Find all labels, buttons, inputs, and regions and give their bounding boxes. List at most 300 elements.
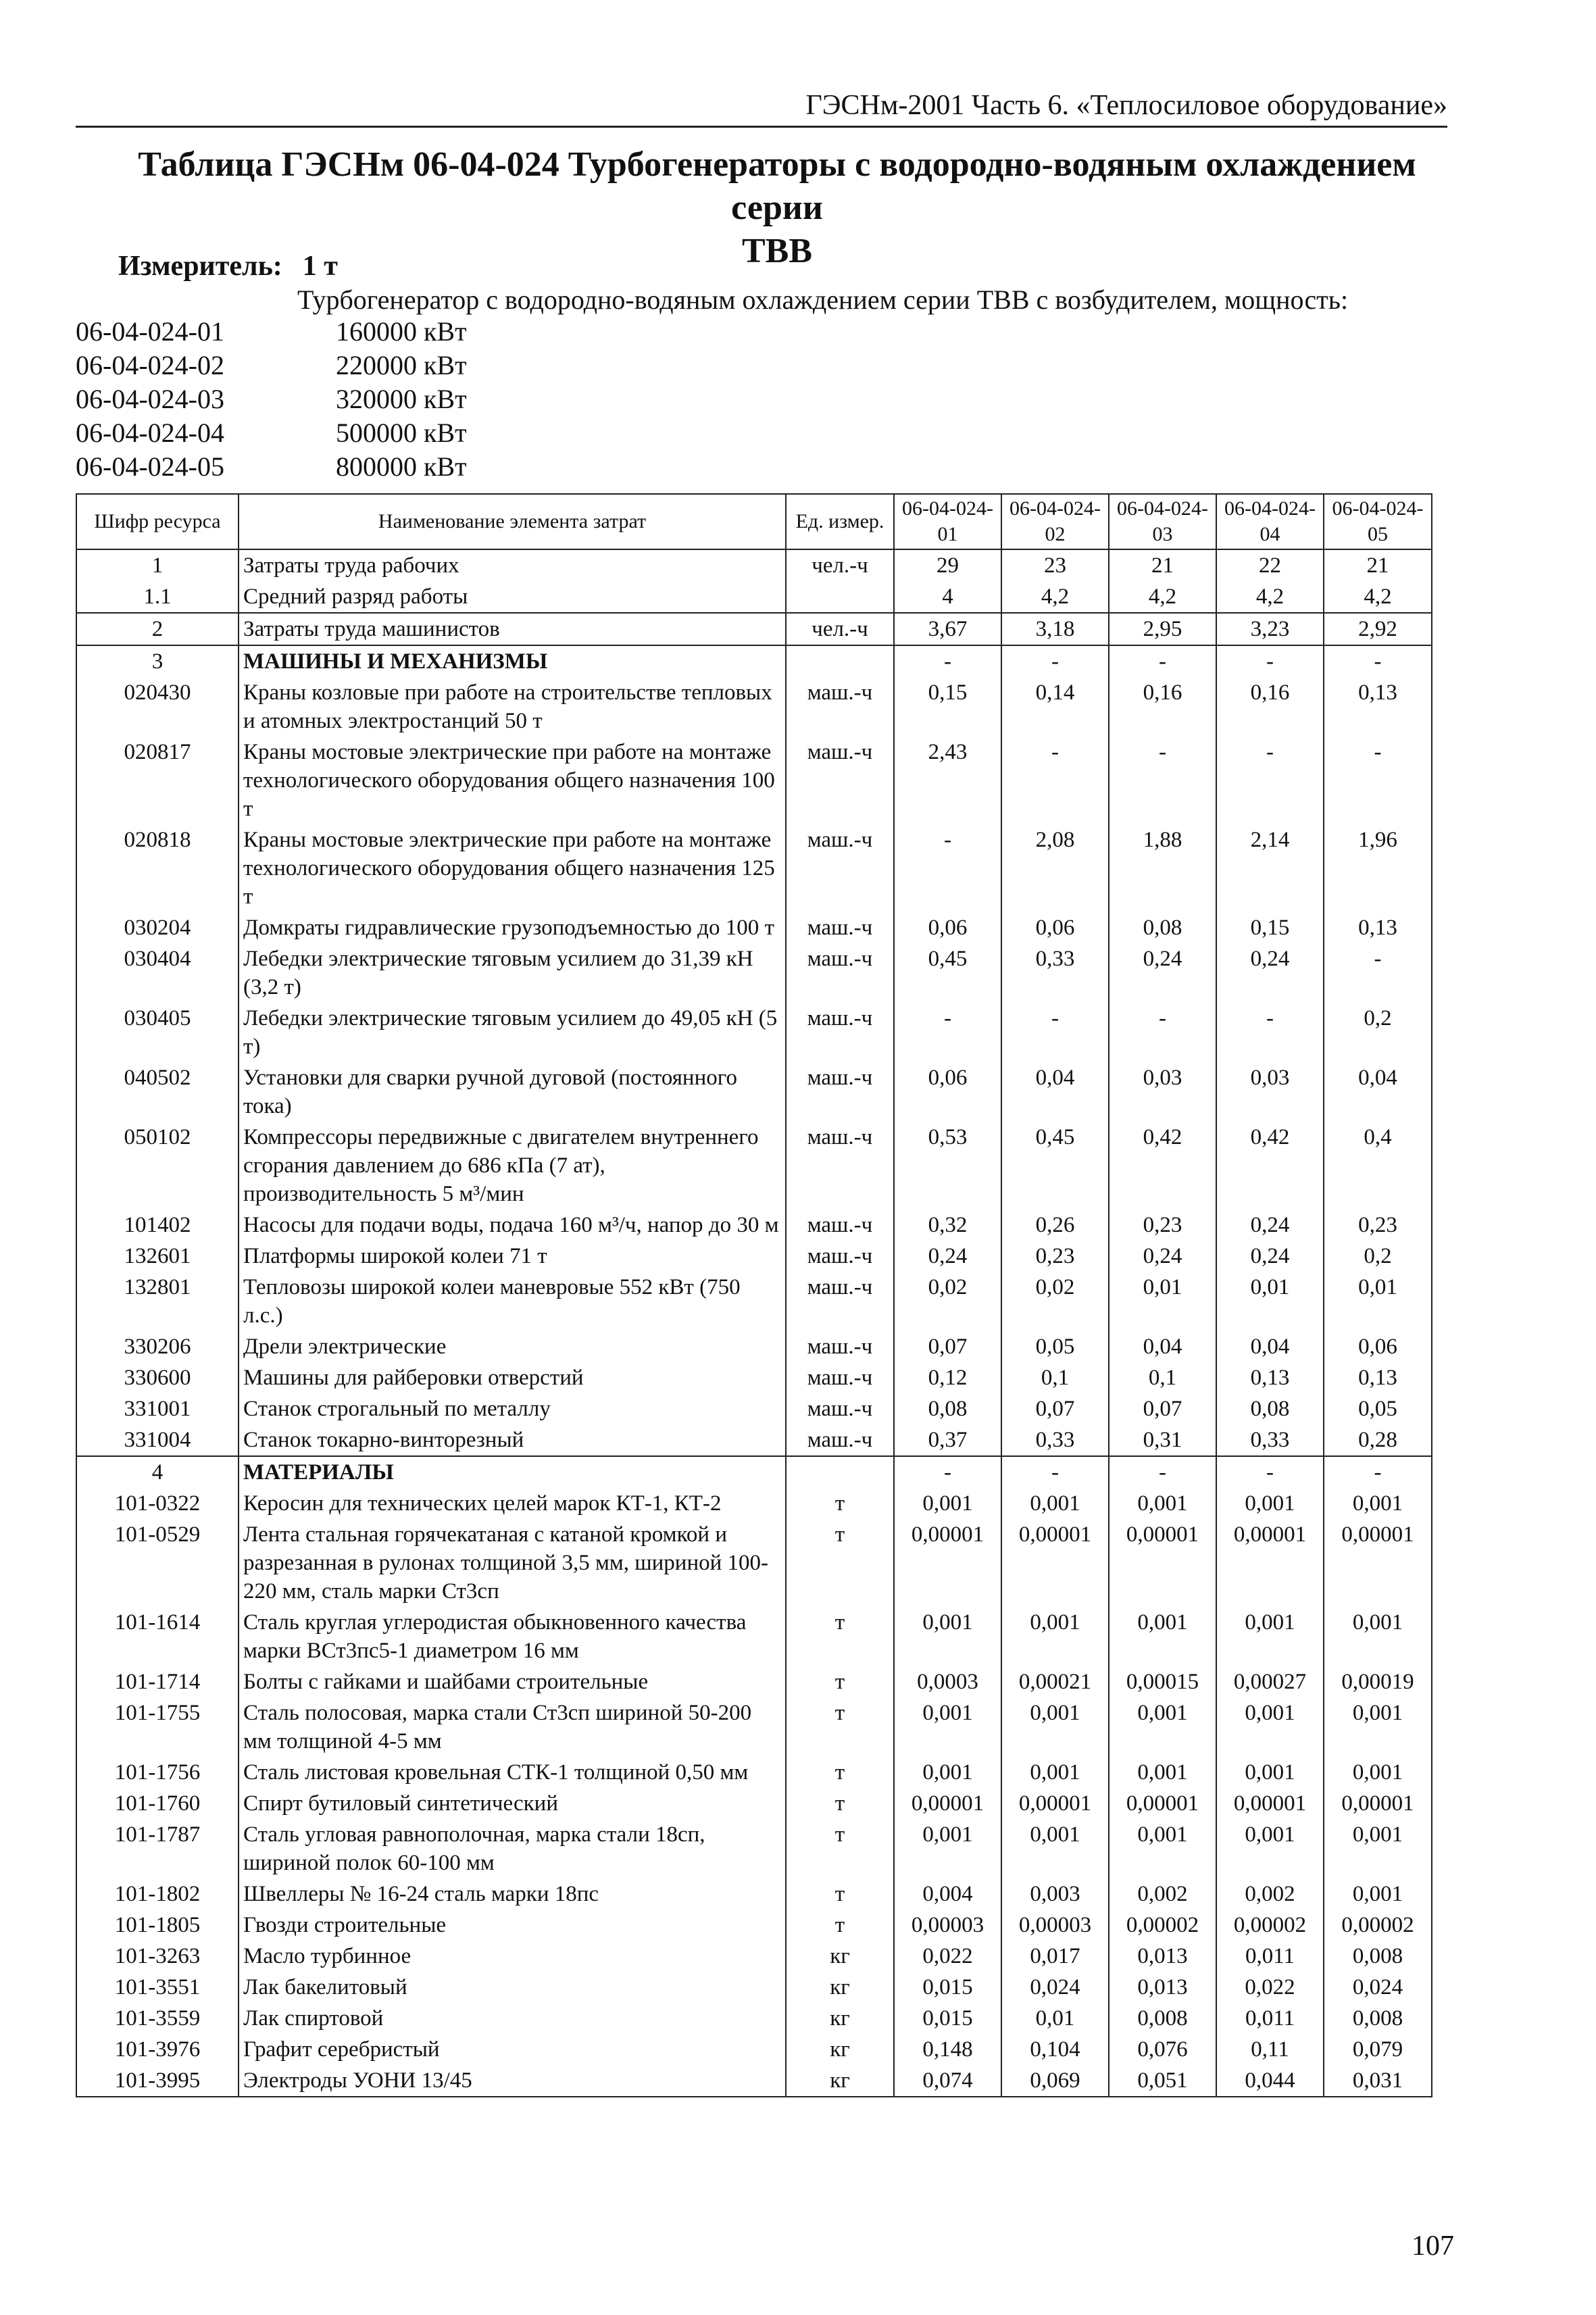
resource-unit: т bbox=[786, 1697, 894, 1757]
resource-value: 0,05 bbox=[1324, 1393, 1432, 1424]
resource-value: 4,2 bbox=[1001, 581, 1109, 613]
resource-value: 0,011 bbox=[1216, 2003, 1324, 2034]
resource-value: 0,00021 bbox=[1001, 1666, 1109, 1697]
resource-table bbox=[76, 493, 1432, 2097]
resource-unit bbox=[786, 1456, 894, 1488]
resource-value: 0,23 bbox=[1109, 1210, 1216, 1241]
resource-name: Затраты труда рабочих bbox=[239, 549, 786, 581]
resource-value: 0,13 bbox=[1216, 1362, 1324, 1393]
resource-value: 0,07 bbox=[1001, 1393, 1109, 1424]
resource-unit: т bbox=[786, 1519, 894, 1607]
resource-value: 0,00003 bbox=[1001, 1910, 1109, 1941]
resource-value: 0,07 bbox=[1109, 1393, 1216, 1424]
resource-unit: маш.-ч bbox=[786, 824, 894, 912]
resource-value: 0,03 bbox=[1109, 1062, 1216, 1122]
resource-name: Графит серебристый bbox=[239, 2034, 786, 2065]
resource-value: - bbox=[1324, 645, 1432, 677]
resource-code: 3 bbox=[76, 645, 239, 677]
resource-value: 0,00001 bbox=[1324, 1519, 1432, 1607]
resource-unit: маш.-ч bbox=[786, 1241, 894, 1272]
resource-value: 0,24 bbox=[1216, 1210, 1324, 1241]
resource-unit: маш.-ч bbox=[786, 1122, 894, 1210]
resource-value: 1,88 bbox=[1109, 824, 1216, 912]
resource-code: 101-0322 bbox=[76, 1488, 239, 1519]
resource-value: 0,013 bbox=[1109, 1941, 1216, 1972]
resource-value: 0,001 bbox=[1324, 1607, 1432, 1666]
resource-value: 0,008 bbox=[1109, 2003, 1216, 2034]
header-name: Наименование элемента затрат bbox=[239, 494, 786, 549]
resource-value: 0,00002 bbox=[1324, 1910, 1432, 1941]
resource-value: 4 bbox=[894, 581, 1001, 613]
table-row bbox=[76, 2003, 1432, 2034]
resource-code: 101-3976 bbox=[76, 2034, 239, 2065]
resource-code: 331001 bbox=[76, 1393, 239, 1424]
resource-value: - bbox=[894, 824, 1001, 912]
resource-value: 0,001 bbox=[1109, 1819, 1216, 1878]
table-row bbox=[76, 677, 1432, 737]
resource-value: 0,00027 bbox=[1216, 1666, 1324, 1697]
resource-value: 0,002 bbox=[1216, 1878, 1324, 1910]
resource-name: Затраты труда машинистов bbox=[239, 613, 786, 645]
resource-value: 0,00001 bbox=[1001, 1788, 1109, 1819]
resource-unit: маш.-ч bbox=[786, 1210, 894, 1241]
resource-value: 2,95 bbox=[1109, 613, 1216, 645]
code: 06-04-024-03 bbox=[76, 384, 224, 414]
resource-value: 0,00002 bbox=[1216, 1910, 1324, 1941]
table-row bbox=[76, 2034, 1432, 2065]
resource-value: 0,13 bbox=[1324, 1362, 1432, 1393]
resource-value: 0,104 bbox=[1001, 2034, 1109, 2065]
code-row bbox=[76, 315, 467, 349]
resource-value: 0,001 bbox=[894, 1819, 1001, 1878]
resource-value: - bbox=[1216, 1003, 1324, 1062]
resource-unit: кг bbox=[786, 1941, 894, 1972]
resource-name: Сталь листовая кровельная СТК-1 толщиной 0,50 мм bbox=[239, 1757, 786, 1788]
resource-code: 4 bbox=[76, 1456, 239, 1488]
resource-code: 101-1805 bbox=[76, 1910, 239, 1941]
resource-value: 0,001 bbox=[1001, 1757, 1109, 1788]
resource-value: 0,013 bbox=[1109, 1972, 1216, 2003]
resource-value: 0,24 bbox=[1109, 1241, 1216, 1272]
resource-value: 0,14 bbox=[1001, 677, 1109, 737]
resource-value: - bbox=[894, 645, 1001, 677]
resource-name: Болты с гайками и шайбами строительные bbox=[239, 1666, 786, 1697]
code: 06-04-024-04 bbox=[76, 418, 224, 448]
header-text: ГЭСНм-2001 Часть 6. «Теплосиловое оборудование» bbox=[805, 90, 1447, 121]
resource-value: 0,00001 bbox=[1109, 1788, 1216, 1819]
resource-name: Платформы широкой колеи 71 т bbox=[239, 1241, 786, 1272]
code-row bbox=[76, 382, 467, 416]
resource-name: Станок строгальный по металлу bbox=[239, 1393, 786, 1424]
resource-name: Электроды УОНИ 13/45 bbox=[239, 2065, 786, 2097]
resource-value: 0,001 bbox=[1324, 1488, 1432, 1519]
table-header-row bbox=[76, 494, 1432, 549]
resource-code: 1 bbox=[76, 549, 239, 581]
resource-name: Краны козловые при работе на строительстве тепловых и атомных электростанций 50 т bbox=[239, 677, 786, 737]
resource-value: - bbox=[1216, 1456, 1324, 1488]
resource-value: 0,015 bbox=[894, 1972, 1001, 2003]
resource-value: 2,92 bbox=[1324, 613, 1432, 645]
resource-value: 0,00001 bbox=[1216, 1519, 1324, 1607]
resource-value: - bbox=[1001, 1003, 1109, 1062]
resource-name: Лента стальная горячекатаная с катаной кромкой и разрезанная в рулонах толщиной 3,5 мм, шириной 100-220 мм, сталь марки Ст3сп bbox=[239, 1519, 786, 1607]
resource-value: 0,00001 bbox=[1109, 1519, 1216, 1607]
resource-value: 0,001 bbox=[1109, 1607, 1216, 1666]
resource-value: 0,04 bbox=[1324, 1062, 1432, 1122]
resource-unit: кг bbox=[786, 1972, 894, 2003]
resource-value: 0,015 bbox=[894, 2003, 1001, 2034]
resource-unit bbox=[786, 581, 894, 613]
resource-value: 0,001 bbox=[1109, 1697, 1216, 1757]
resource-value: 0,03 bbox=[1216, 1062, 1324, 1122]
resource-name: Керосин для технических целей марок КТ-1, КТ-2 bbox=[239, 1488, 786, 1519]
resource-value: 0,001 bbox=[894, 1607, 1001, 1666]
resource-value: 0,017 bbox=[1001, 1941, 1109, 1972]
resource-code: 132801 bbox=[76, 1272, 239, 1331]
resource-value: 0,001 bbox=[1324, 1697, 1432, 1757]
code: 06-04-024-05 bbox=[76, 451, 224, 482]
measure bbox=[118, 250, 338, 282]
resource-value: 0,08 bbox=[894, 1393, 1001, 1424]
table-row bbox=[76, 1272, 1432, 1331]
resource-value: 0,4 bbox=[1324, 1122, 1432, 1210]
resource-value: 2,43 bbox=[894, 737, 1001, 824]
resource-value: 0,044 bbox=[1216, 2065, 1324, 2097]
resource-code: 2 bbox=[76, 613, 239, 645]
table-row bbox=[76, 1788, 1432, 1819]
resource-unit: чел.-ч bbox=[786, 613, 894, 645]
title-line-1: Таблица ГЭСНм 06-04-024 Турбогенераторы с водородно-водяным охлаждением серии bbox=[138, 145, 1416, 227]
resource-value: 0,001 bbox=[1216, 1757, 1324, 1788]
resource-unit: маш.-ч bbox=[786, 1424, 894, 1456]
resource-name: Сталь полосовая, марка стали Ст3сп шириной 50-200 мм толщиной 4-5 мм bbox=[239, 1697, 786, 1757]
resource-value: 0,05 bbox=[1001, 1331, 1109, 1362]
resource-name: Компрессоры передвижные с двигателем внутреннего сгорания давлением до 686 кПа (7 ат), производительность 5 м³/мин bbox=[239, 1122, 786, 1210]
resource-code: 101-3995 bbox=[76, 2065, 239, 2097]
resource-code: 101-1787 bbox=[76, 1819, 239, 1878]
resource-value: 0,23 bbox=[1324, 1210, 1432, 1241]
resource-value: 0,13 bbox=[1324, 677, 1432, 737]
resource-value: 0,2 bbox=[1324, 1241, 1432, 1272]
table-row bbox=[76, 1757, 1432, 1788]
header-col-5: 06-04-024-05 bbox=[1324, 494, 1432, 549]
resource-value: 0,022 bbox=[894, 1941, 1001, 1972]
resource-value: 0,01 bbox=[1109, 1272, 1216, 1331]
resource-code: 101-3559 bbox=[76, 2003, 239, 2034]
resource-value: 0,28 bbox=[1324, 1424, 1432, 1456]
resource-name: Дрели электрические bbox=[239, 1331, 786, 1362]
resource-value: 1,96 bbox=[1324, 824, 1432, 912]
resource-unit: маш.-ч bbox=[786, 1362, 894, 1393]
resource-value: 0,26 bbox=[1001, 1210, 1109, 1241]
resource-value: 0,2 bbox=[1324, 1003, 1432, 1062]
resource-name: Краны мостовые электрические при работе на монтаже технологического оборудования общего назначения 100 т bbox=[239, 737, 786, 824]
resource-value: - bbox=[1109, 737, 1216, 824]
resource-value: 0,45 bbox=[894, 943, 1001, 1003]
code: 06-04-024-02 bbox=[76, 350, 224, 380]
resource-unit: кг bbox=[786, 2003, 894, 2034]
resource-value: - bbox=[1109, 1003, 1216, 1062]
resource-name: Сталь круглая углеродистая обыкновенного качества марки ВСт3пс5-1 диаметром 16 мм bbox=[239, 1607, 786, 1666]
resource-value: 0,008 bbox=[1324, 1941, 1432, 1972]
resource-code: 101-3263 bbox=[76, 1941, 239, 1972]
resource-value: 0,24 bbox=[1216, 1241, 1324, 1272]
resource-value: 0,031 bbox=[1324, 2065, 1432, 2097]
resource-name: Станок токарно-винторезный bbox=[239, 1424, 786, 1456]
resource-value: 4,2 bbox=[1109, 581, 1216, 613]
resource-value: 0,00015 bbox=[1109, 1666, 1216, 1697]
resource-name: Тепловозы широкой колеи маневровые 552 кВт (750 л.с.) bbox=[239, 1272, 786, 1331]
resource-code: 132601 bbox=[76, 1241, 239, 1272]
resource-value: - bbox=[1216, 645, 1324, 677]
resource-value: 0,001 bbox=[1001, 1607, 1109, 1666]
resource-value: 0,16 bbox=[1216, 677, 1324, 737]
table-row bbox=[76, 1941, 1432, 1972]
page-number: 107 bbox=[1412, 2231, 1454, 2262]
description: Турбогенератор с водородно-водяным охлаждением серии ТВВ с возбудителем, мощность: bbox=[297, 284, 1349, 315]
measure-label: Измеритель: bbox=[118, 251, 282, 282]
table-row bbox=[76, 1424, 1432, 1456]
resource-name: МАШИНЫ И МЕХАНИЗМЫ bbox=[239, 645, 786, 677]
resource-unit: т bbox=[786, 1607, 894, 1666]
table-row bbox=[76, 1331, 1432, 1362]
table-row bbox=[76, 1003, 1432, 1062]
resource-value: 0,00003 bbox=[894, 1910, 1001, 1941]
table-row bbox=[76, 1210, 1432, 1241]
resource-value: 0,003 bbox=[1001, 1878, 1109, 1910]
table-body bbox=[76, 549, 1432, 2097]
resource-value: 3,23 bbox=[1216, 613, 1324, 645]
resource-value: 22 bbox=[1216, 549, 1324, 581]
table-row bbox=[76, 1062, 1432, 1122]
resource-code: 020817 bbox=[76, 737, 239, 824]
resource-value: - bbox=[894, 1003, 1001, 1062]
resource-name: Установки для сварки ручной дуговой (постоянного тока) bbox=[239, 1062, 786, 1122]
code-row bbox=[76, 349, 467, 382]
resource-code: 020430 bbox=[76, 677, 239, 737]
resource-code: 101-1760 bbox=[76, 1788, 239, 1819]
resource-value: 0,06 bbox=[1324, 1331, 1432, 1362]
resource-value: 0,00001 bbox=[894, 1788, 1001, 1819]
resource-value: 0,15 bbox=[894, 677, 1001, 737]
resource-value: - bbox=[894, 1456, 1001, 1488]
resource-value: 0,08 bbox=[1109, 912, 1216, 943]
resource-unit: маш.-ч bbox=[786, 677, 894, 737]
table-row bbox=[76, 1519, 1432, 1607]
resource-code: 331004 bbox=[76, 1424, 239, 1456]
resource-value: 0,06 bbox=[894, 912, 1001, 943]
resource-value: 0,001 bbox=[1216, 1607, 1324, 1666]
resource-name: Краны мостовые электрические при работе на монтаже технологического оборудования общего назначения 125 т bbox=[239, 824, 786, 912]
table-row bbox=[76, 1488, 1432, 1519]
resource-code: 101-1614 bbox=[76, 1607, 239, 1666]
resource-value: 29 bbox=[894, 549, 1001, 581]
resource-unit: кг bbox=[786, 2034, 894, 2065]
resource-value: 0,23 bbox=[1001, 1241, 1109, 1272]
resource-code: 040502 bbox=[76, 1062, 239, 1122]
resource-value: 0,008 bbox=[1324, 2003, 1432, 2034]
header-col-1: 06-04-024-01 bbox=[894, 494, 1001, 549]
resource-value: 0,079 bbox=[1324, 2034, 1432, 2065]
header-col-4: 06-04-024-04 bbox=[1216, 494, 1324, 549]
resource-value: 0,33 bbox=[1216, 1424, 1324, 1456]
resource-code: 050102 bbox=[76, 1122, 239, 1210]
resource-value: 4,2 bbox=[1216, 581, 1324, 613]
table-row bbox=[76, 1878, 1432, 1910]
resource-unit: маш.-ч bbox=[786, 1331, 894, 1362]
resource-code: 020818 bbox=[76, 824, 239, 912]
resource-code: 101-1714 bbox=[76, 1666, 239, 1697]
resource-code: 330600 bbox=[76, 1362, 239, 1393]
resource-value: 0,1 bbox=[1001, 1362, 1109, 1393]
resource-value: 0,24 bbox=[1216, 943, 1324, 1003]
resource-value: 0,1 bbox=[1109, 1362, 1216, 1393]
resource-value: - bbox=[1324, 737, 1432, 824]
resource-value: 3,67 bbox=[894, 613, 1001, 645]
resource-unit: т bbox=[786, 1788, 894, 1819]
resource-value: 0,00001 bbox=[894, 1519, 1001, 1607]
resource-value: 0,02 bbox=[1001, 1272, 1109, 1331]
resource-value: 0,00001 bbox=[1216, 1788, 1324, 1819]
resource-value: 0,04 bbox=[1001, 1062, 1109, 1122]
resource-value: - bbox=[1001, 645, 1109, 677]
power: 160000 кВт bbox=[336, 316, 467, 347]
resource-name: Насосы для подачи воды, подача 160 м³/ч, напор до 30 м bbox=[239, 1210, 786, 1241]
table-row bbox=[76, 581, 1432, 613]
resource-value: 0,11 bbox=[1216, 2034, 1324, 2065]
resource-value: 0,074 bbox=[894, 2065, 1001, 2097]
resource-value: 0,001 bbox=[1109, 1488, 1216, 1519]
resource-value: 0,37 bbox=[894, 1424, 1001, 1456]
resource-code: 330206 bbox=[76, 1331, 239, 1362]
table-row bbox=[76, 1607, 1432, 1666]
resource-name: Лак спиртовой bbox=[239, 2003, 786, 2034]
resource-value: 0,12 bbox=[894, 1362, 1001, 1393]
resource-value: 0,42 bbox=[1109, 1122, 1216, 1210]
table-row bbox=[76, 1122, 1432, 1210]
measure-value: 1 т bbox=[302, 251, 338, 282]
resource-value: - bbox=[1001, 1456, 1109, 1488]
resource-unit: кг bbox=[786, 2065, 894, 2097]
resource-value: 0,42 bbox=[1216, 1122, 1324, 1210]
resource-code: 030204 bbox=[76, 912, 239, 943]
table-row bbox=[76, 2065, 1432, 2097]
table-row bbox=[76, 1910, 1432, 1941]
resource-unit: маш.-ч bbox=[786, 1272, 894, 1331]
header-code: Шифр ресурса bbox=[76, 494, 239, 549]
resource-value: - bbox=[1109, 645, 1216, 677]
code-row bbox=[76, 450, 467, 484]
table-row bbox=[76, 1666, 1432, 1697]
resource-name: Лебедки электрические тяговым усилием до 31,39 кН (3,2 т) bbox=[239, 943, 786, 1003]
resource-value: 0,001 bbox=[1324, 1819, 1432, 1878]
resource-value: 0,011 bbox=[1216, 1941, 1324, 1972]
resource-unit: маш.-ч bbox=[786, 912, 894, 943]
resource-value: 0,001 bbox=[1324, 1757, 1432, 1788]
resource-value: 0,24 bbox=[1109, 943, 1216, 1003]
resource-value: 3,18 bbox=[1001, 613, 1109, 645]
header-unit: Ед. измер. bbox=[786, 494, 894, 549]
resource-unit: маш.-ч bbox=[786, 737, 894, 824]
resource-value: 0,00001 bbox=[1324, 1788, 1432, 1819]
resource-value: - bbox=[1216, 737, 1324, 824]
power: 220000 кВт bbox=[336, 350, 467, 380]
table-row bbox=[76, 645, 1432, 677]
resource-value: 0,00001 bbox=[1001, 1519, 1109, 1607]
resource-value: 0,06 bbox=[1001, 912, 1109, 943]
table-row bbox=[76, 1972, 1432, 2003]
resource-unit: маш.-ч bbox=[786, 1062, 894, 1122]
resource-unit: т bbox=[786, 1488, 894, 1519]
resource-name: Спирт бутиловый синтетический bbox=[239, 1788, 786, 1819]
resource-value: 0,33 bbox=[1001, 1424, 1109, 1456]
resource-value: 0,001 bbox=[1216, 1819, 1324, 1878]
resource-value: 0,13 bbox=[1324, 912, 1432, 943]
resource-value: 0,00002 bbox=[1109, 1910, 1216, 1941]
resource-value: 0,022 bbox=[1216, 1972, 1324, 2003]
resource-code: 030404 bbox=[76, 943, 239, 1003]
table-row bbox=[76, 1697, 1432, 1757]
resource-value: 0,45 bbox=[1001, 1122, 1109, 1210]
resource-unit: т bbox=[786, 1757, 894, 1788]
resource-name: Домкраты гидравлические грузоподъемностью до 100 т bbox=[239, 912, 786, 943]
table-row bbox=[76, 1241, 1432, 1272]
resource-value: 0,15 bbox=[1216, 912, 1324, 943]
resource-unit: маш.-ч bbox=[786, 1003, 894, 1062]
resource-value: 0,148 bbox=[894, 2034, 1001, 2065]
resource-value: 2,14 bbox=[1216, 824, 1324, 912]
resource-value: 0,001 bbox=[894, 1488, 1001, 1519]
resource-name: МАТЕРИАЛЫ bbox=[239, 1456, 786, 1488]
resource-code: 101-0529 bbox=[76, 1519, 239, 1607]
resource-value: 0,06 bbox=[894, 1062, 1001, 1122]
resource-unit: т bbox=[786, 1819, 894, 1878]
resource-value: 0,001 bbox=[1001, 1819, 1109, 1878]
resource-value: - bbox=[1001, 737, 1109, 824]
header-col-2: 06-04-024-02 bbox=[1001, 494, 1109, 549]
table-row bbox=[76, 1393, 1432, 1424]
resource-value: 0,01 bbox=[1216, 1272, 1324, 1331]
resource-code: 101402 bbox=[76, 1210, 239, 1241]
resource-value: 0,002 bbox=[1109, 1878, 1216, 1910]
resource-name: Гвозди строительные bbox=[239, 1910, 786, 1941]
resource-value: - bbox=[1109, 1456, 1216, 1488]
resource-value: 0,004 bbox=[894, 1878, 1001, 1910]
resource-unit bbox=[786, 645, 894, 677]
resource-value: 0,32 bbox=[894, 1210, 1001, 1241]
resource-code: 1.1 bbox=[76, 581, 239, 613]
resource-value: 0,024 bbox=[1001, 1972, 1109, 2003]
resource-value: 21 bbox=[1324, 549, 1432, 581]
resource-value: 0,001 bbox=[1216, 1697, 1324, 1757]
resource-name: Лебедки электрические тяговым усилием до 49,05 кН (5 т) bbox=[239, 1003, 786, 1062]
table-row bbox=[76, 943, 1432, 1003]
resource-value: 0,08 bbox=[1216, 1393, 1324, 1424]
code: 06-04-024-01 bbox=[76, 316, 224, 347]
resource-code: 101-1756 bbox=[76, 1757, 239, 1788]
resource-value: 23 bbox=[1001, 549, 1109, 581]
resource-value: 0,24 bbox=[894, 1241, 1001, 1272]
running-header bbox=[76, 85, 1447, 128]
power: 500000 кВт bbox=[336, 418, 467, 448]
resource-name: Швеллеры № 16-24 сталь марки 18пс bbox=[239, 1878, 786, 1910]
resource-unit: чел.-ч bbox=[786, 549, 894, 581]
resource-value: - bbox=[1324, 1456, 1432, 1488]
resource-value: 0,001 bbox=[1001, 1488, 1109, 1519]
resource-name: Лак бакелитовый bbox=[239, 1972, 786, 2003]
resource-code: 101-1802 bbox=[76, 1878, 239, 1910]
resource-name: Средний разряд работы bbox=[239, 581, 786, 613]
